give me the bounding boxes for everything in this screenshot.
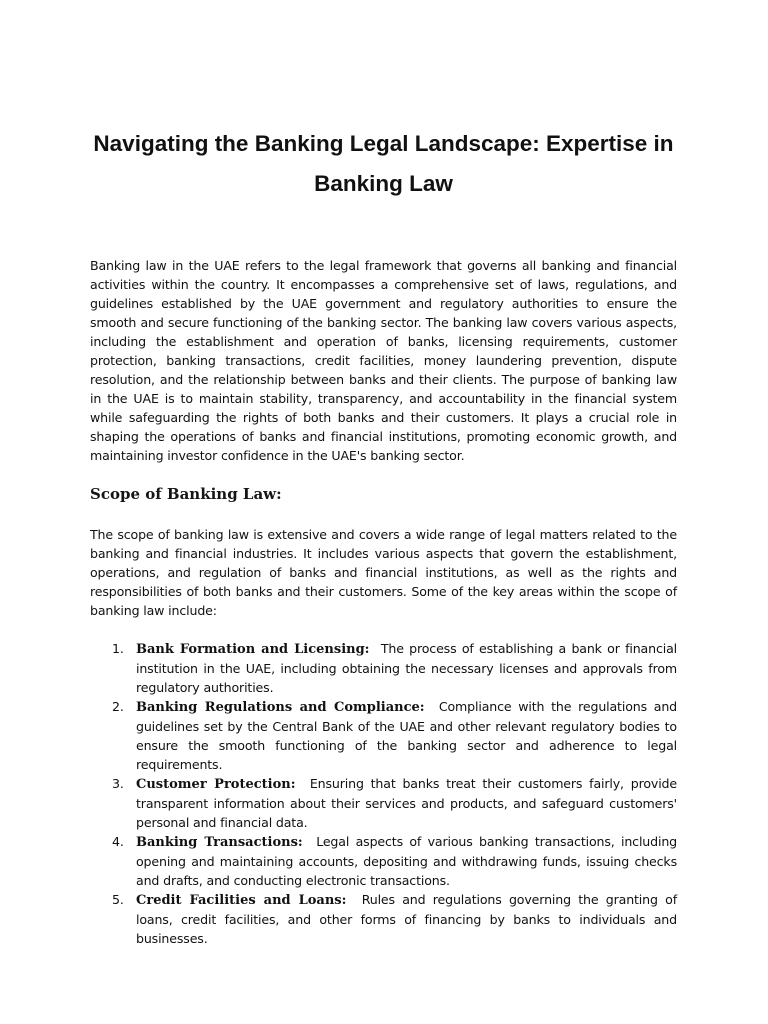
list-item-term: Customer Protection: <box>136 777 304 792</box>
list-item-number: 5. <box>112 892 124 907</box>
list-item <box>90 890 677 948</box>
list-item-text: Compliance with the regulations and guidelines set by the Central Bank of the UAE and other relevant regulatory bodies to ensure the smooth functioning of the banking sector and adherence to legal requirements. <box>136 699 678 772</box>
list-item-term: Banking Regulations and Compliance: <box>136 700 433 715</box>
intro-paragraph: Banking law in the UAE refers to the legal framework that governs all banking and financial activities within the country. It encompasses a comprehensive set of laws, regulations, and guidelines established by the UAE government and regulatory authorities to ensure the smooth and secure functioning of the banking sector. The banking law covers various aspects, including the establishment and operation of banks, licensing requirements, customer protection, banking transactions, credit facilities, money laundering prevention, dispute resolution, and the relationship between banks and their clients. The purpose of banking law in the UAE is to maintain stability, transparency, and accountability in the financial system while safeguarding the rights of both banks and their customers. It plays a crucial role in shaping the operations of banks and financial institutions, promoting economic growth, and maintaining investor confidence in the UAE's banking sector. <box>90 258 677 463</box>
page-title: Navigating the Banking Legal Landscape: Expertise in Banking Law <box>93 131 674 196</box>
list-item <box>90 832 677 890</box>
list-item <box>90 774 677 832</box>
list-item-text: The process of establishing a bank or financial institution in the UAE, including obtaining the necessary licenses and approvals from regulatory authorities. <box>136 641 677 695</box>
list-item-term: Bank Formation and Licensing: <box>136 642 376 657</box>
list-item-text: Ensuring that banks treat their customers fairly, provide transparent information about their services and products, and safeguard customers' personal and financial data. <box>136 776 677 830</box>
list-item <box>90 639 677 697</box>
list-item <box>90 697 677 774</box>
list-item-number: 4. <box>112 834 124 849</box>
section-heading-scope: Scope of Banking Law: <box>90 485 282 503</box>
list-item-number: 2. <box>112 699 124 714</box>
scope-list <box>90 639 677 948</box>
list-item-number: 1. <box>112 641 124 656</box>
list-item-term: Banking Transactions: <box>136 835 310 850</box>
list-item-number: 3. <box>112 776 124 791</box>
list-item-term: Credit Facilities and Loans: <box>136 893 355 908</box>
list-item-text: Rules and regulations governing the granting of loans, credit facilities, and other forms of financing by banks to individuals and businesses. <box>136 892 677 946</box>
scope-paragraph: The scope of banking law is extensive and covers a wide range of legal matters related to the banking and financial industries. It includes various aspects that govern the establishment, operations, and regulation of banks and financial institutions, as well as the rights and responsibilities of both banks and their customers. Some of the key areas within the scope of banking law include: <box>90 527 677 618</box>
list-item-text: Legal aspects of various banking transactions, including opening and maintaining accounts, depositing and withdrawing funds, issuing checks and drafts, and conducting electronic transactions. <box>136 834 677 888</box>
document-page <box>90 124 677 948</box>
